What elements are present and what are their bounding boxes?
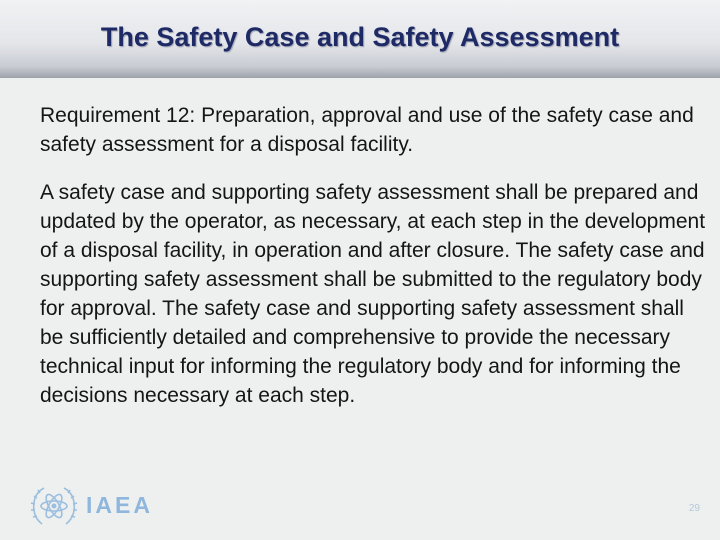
iaea-wordmark: IAEA: [86, 492, 153, 518]
page-number: 29: [688, 503, 700, 514]
slide-body: [40, 101, 712, 429]
slide-header: [0, 0, 720, 78]
iaea-emblem-icon: [28, 482, 80, 530]
slide-title: The Safety Case and Safety Assessment: [100, 22, 620, 52]
requirement-paragraph: Requirement 12: Preparation, approval and use of the safety case and safety assessment for a disposal facility.: [40, 104, 694, 156]
body-paragraph: A safety case and supporting safety assessment shall be prepared and updated by the operator, as necessary, at each step in the development of a disposal facility, in operation and after closure. The safety case and supporting safety assessment shall be submitted to the regulatory body for approval. The safety case and supporting safety assessment shall be sufficiently detailed and comprehensive to provide the necessary technical input for informing the regulatory body and for informing the decisions necessary at each step.: [40, 181, 706, 407]
